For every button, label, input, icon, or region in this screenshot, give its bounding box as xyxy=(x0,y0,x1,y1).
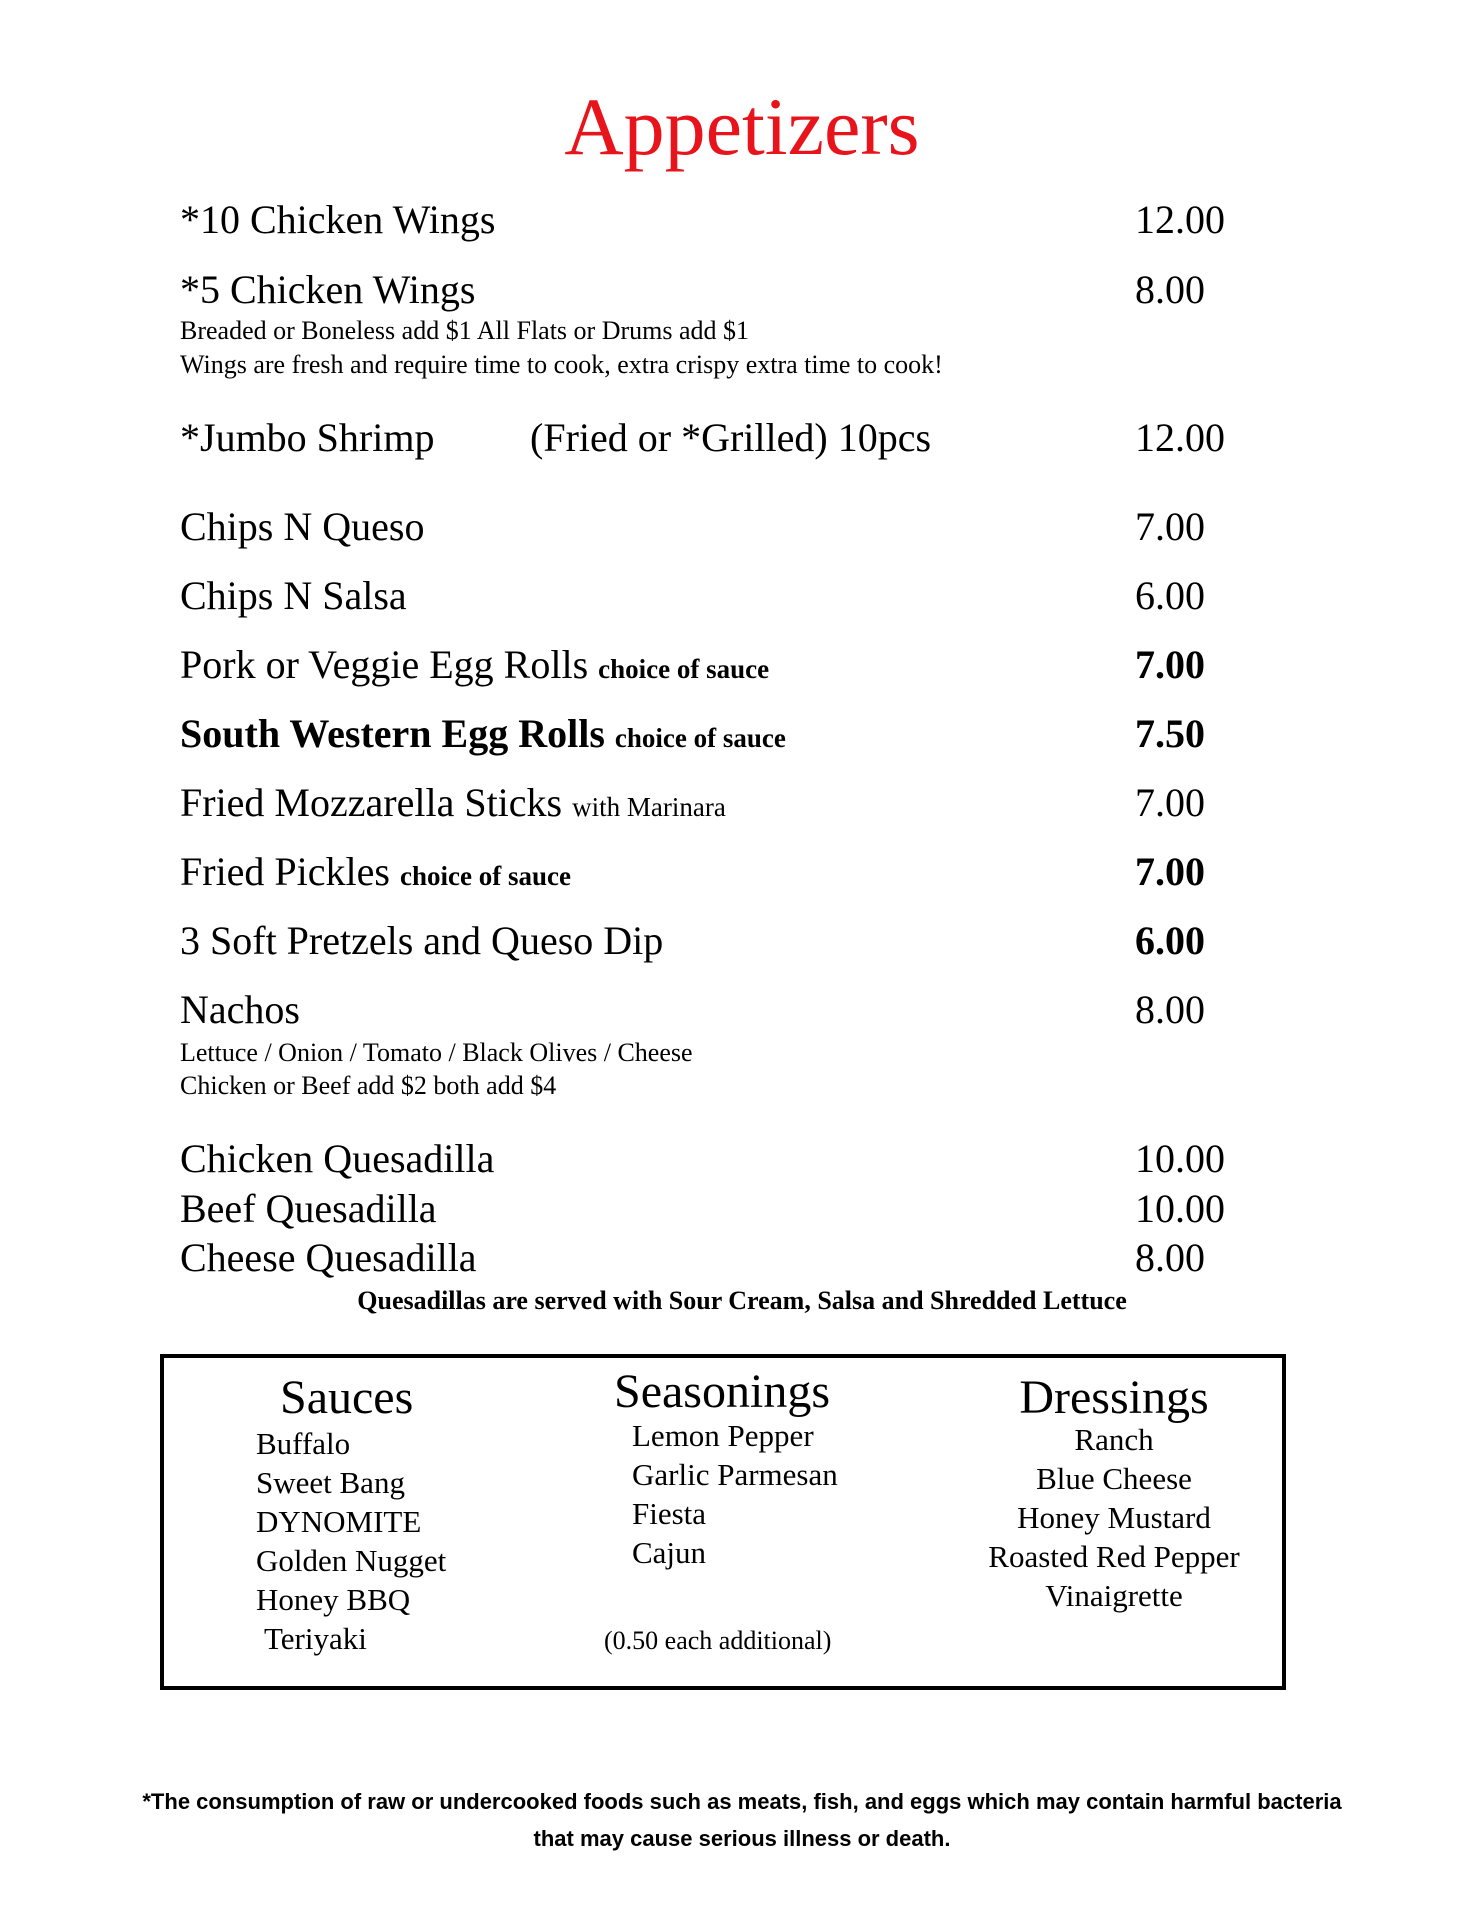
item-price: 6.00 xyxy=(1135,573,1205,618)
nachos-note: Chicken or Beef add $2 both add $4 xyxy=(180,1071,557,1100)
item-price: 12.00 xyxy=(1135,415,1225,460)
item-extra: with Marinara xyxy=(572,792,726,822)
item-name: South Western Egg Rolls choice of sauce xyxy=(180,711,786,756)
item-name: *Jumbo Shrimp xyxy=(180,415,435,460)
wings-note: Wings are fresh and require time to cook, extra crispy extra time to cook! xyxy=(180,350,943,379)
item-price: 7.00 xyxy=(1135,642,1205,687)
disclaimer xyxy=(0,1783,1484,1857)
item-price: 12.00 xyxy=(1135,197,1225,242)
item-price: 6.00 xyxy=(1135,918,1205,963)
seasonings-note: (0.50 each additional) xyxy=(604,1626,832,1655)
item-name: Chips N Queso xyxy=(180,504,425,549)
item-extra: choice of sauce xyxy=(598,654,770,684)
item-price: 8.00 xyxy=(1135,267,1205,312)
sauce-item: Buffalo xyxy=(256,1426,351,1461)
sauce-item: DYNOMITE xyxy=(256,1504,422,1539)
item-price: 10.00 xyxy=(1135,1186,1225,1231)
item-name: Fried Mozzarella Sticks with Marinara xyxy=(180,780,726,825)
seasoning-item: Garlic Parmesan xyxy=(632,1457,838,1492)
sauce-item: Honey BBQ xyxy=(256,1582,411,1617)
seasoning-item: Fiesta xyxy=(632,1496,707,1531)
item-price: 7.50 xyxy=(1135,711,1205,756)
dressing-item: Honey Mustard xyxy=(1017,1500,1211,1535)
seasonings-heading: Seasonings xyxy=(614,1365,830,1418)
disclaimer-line: *The consumption of raw or undercooked foods such as meats, fish, and eggs which may contain harmful bacteria xyxy=(142,1789,1342,1814)
dressing-item: Ranch xyxy=(1074,1422,1154,1457)
item-name: *5 Chicken Wings xyxy=(180,267,476,312)
wings-note: Breaded or Boneless add $1 All Flats or Drums add $1 xyxy=(180,316,750,345)
item-extra: choice of sauce xyxy=(399,861,571,891)
item-price: 7.00 xyxy=(1135,849,1205,894)
dressing-item: Vinaigrette xyxy=(1045,1578,1183,1613)
nachos-note: Lettuce / Onion / Tomato / Black Olives / Cheese xyxy=(180,1038,693,1067)
item-name: Nachos xyxy=(180,987,300,1032)
quesadilla-note: Quesadillas are served with Sour Cream, Salsa and Shredded Lettuce xyxy=(357,1286,1127,1315)
page-title: Appetizers xyxy=(564,81,920,172)
seasoning-item: Lemon Pepper xyxy=(632,1418,814,1453)
sauce-item: Golden Nugget xyxy=(256,1543,447,1578)
sauce-item: Sweet Bang xyxy=(256,1465,405,1500)
sauces-heading: Sauces xyxy=(280,1371,414,1424)
item-name: Beef Quesadilla xyxy=(180,1186,437,1231)
item-name: Pork or Veggie Egg Rolls choice of sauce xyxy=(180,642,770,687)
item-name: Chips N Salsa xyxy=(180,573,407,618)
dressing-item: Blue Cheese xyxy=(1036,1461,1192,1496)
item-name: 3 Soft Pretzels and Queso Dip xyxy=(180,918,664,963)
seasoning-item: Cajun xyxy=(632,1535,707,1570)
options-box xyxy=(160,1354,1286,1690)
dressing-item: Roasted Red Pepper xyxy=(988,1539,1240,1574)
item-name: *10 Chicken Wings xyxy=(180,197,496,242)
item-price: 7.00 xyxy=(1135,780,1205,825)
item-extra: choice of sauce xyxy=(614,723,786,753)
item-name: Cheese Quesadilla xyxy=(180,1235,477,1280)
item-price: 8.00 xyxy=(1135,987,1205,1032)
disclaimer-line: that may cause serious illness or death. xyxy=(533,1826,951,1851)
item-name: Fried Pickles choice of sauce xyxy=(180,849,571,894)
dressings-heading: Dressings xyxy=(1019,1371,1209,1424)
sauce-item: Teriyaki xyxy=(264,1621,367,1656)
item-detail: (Fried or *Grilled) 10pcs xyxy=(530,415,932,460)
item-price: 8.00 xyxy=(1135,1235,1205,1280)
item-price: 7.00 xyxy=(1135,504,1205,549)
item-price: 10.00 xyxy=(1135,1136,1225,1181)
item-name: Chicken Quesadilla xyxy=(180,1136,495,1181)
